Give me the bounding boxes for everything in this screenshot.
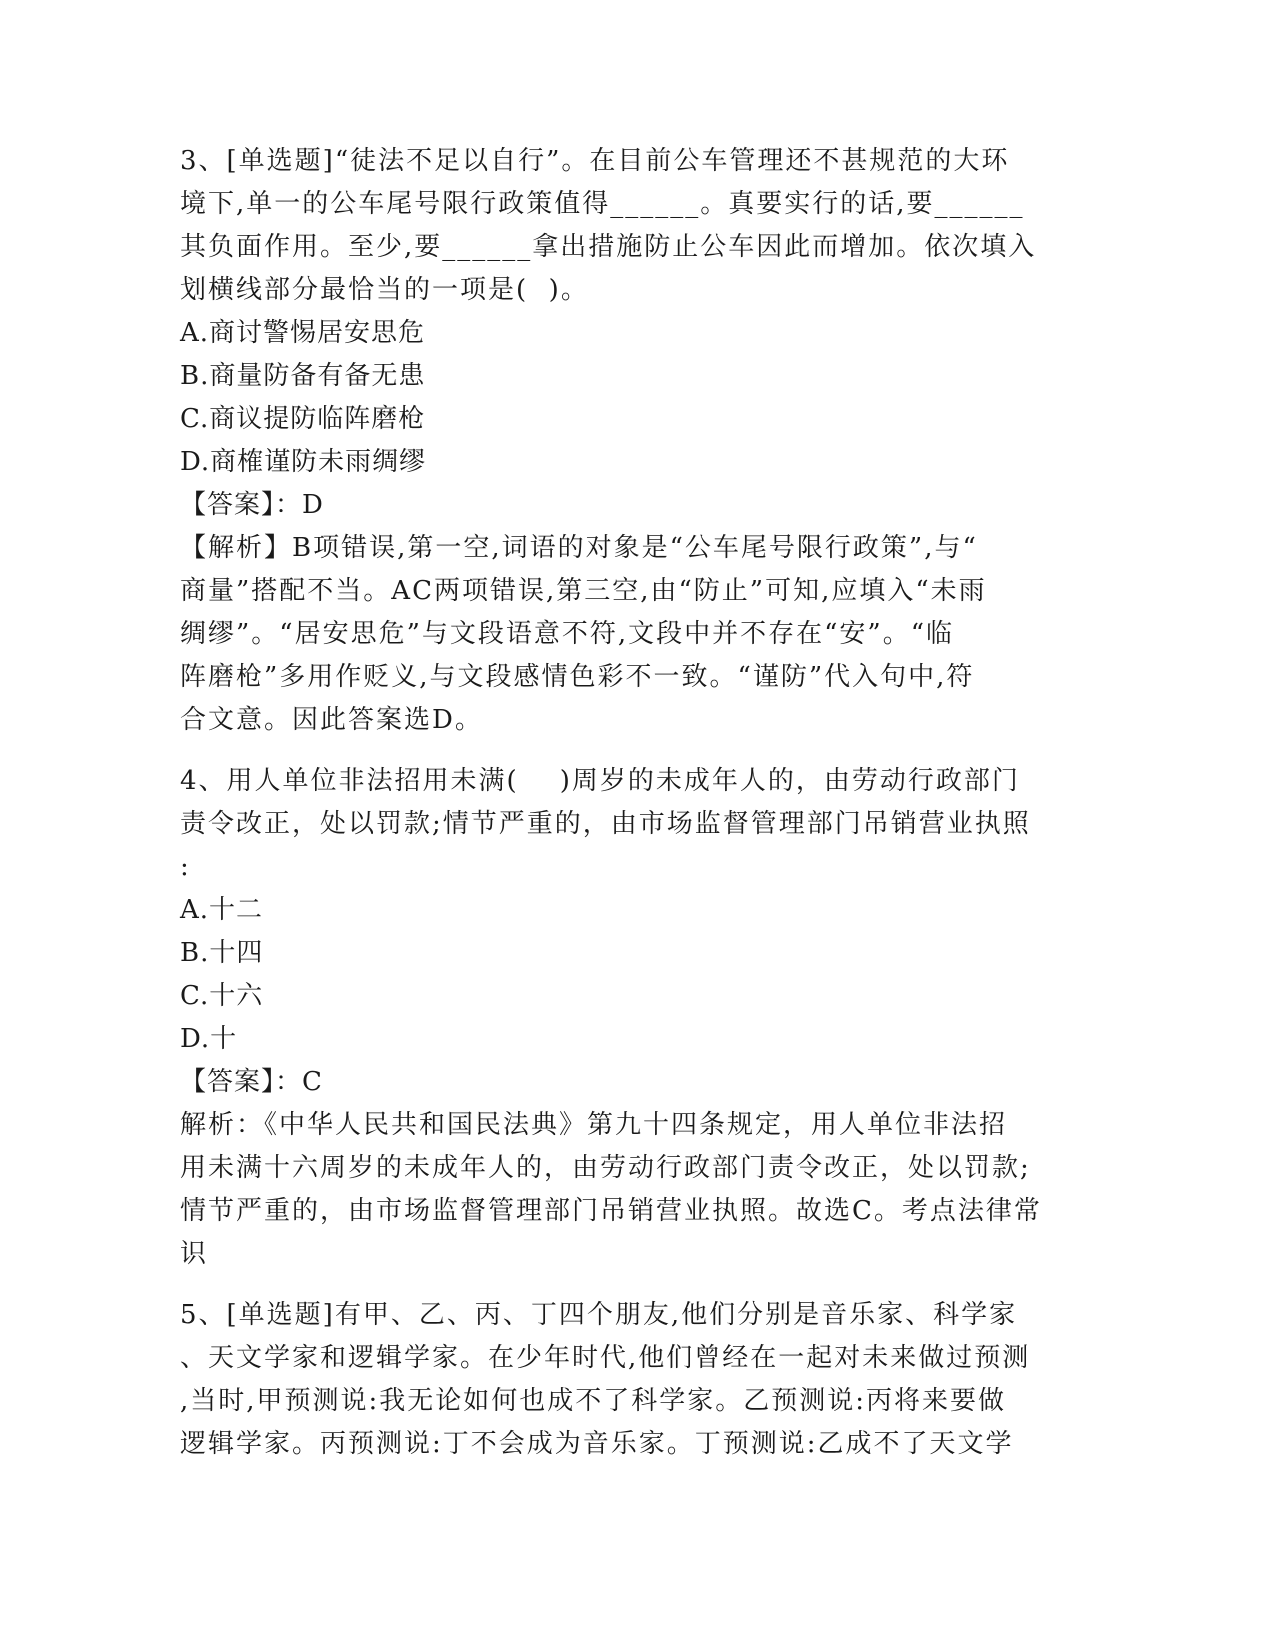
- question-stem-line: 3、[单选题]“徒法不足以自行”。在目前公车管理还不甚规范的大环: [180, 146, 1010, 176]
- answer-line: 【答案】：D: [180, 490, 324, 520]
- option-c: C.商议提防临阵磨枪: [180, 404, 426, 434]
- explanation-line: 解析：《中华人民共和国民法典》第九十四条规定，用人单位非法招: [180, 1110, 1008, 1140]
- explanation-line: 用未满十六周岁的未成年人的，由劳动行政部门责令改正，处以罚款;: [180, 1153, 1031, 1183]
- question-stem-line: ,当时,甲预测说:我无论如何也成不了科学家。乙预测说:丙将来要做: [180, 1386, 1007, 1416]
- option-a: A.十二: [180, 895, 264, 925]
- explanation-line: 绸缪”。“居安思危”与文段语意不符,文段中并不存在“安”。“临: [180, 619, 955, 649]
- explanation-line: 识: [180, 1239, 209, 1269]
- question-stem-line: 逻辑学家。丙预测说:丁不会成为音乐家。丁预测说:乙成不了天文学: [180, 1429, 1014, 1459]
- question-stem-line: :: [180, 852, 191, 882]
- question-stem-line: 划横线部分最恰当的一项是( )。: [180, 275, 589, 305]
- option-c: C.十六: [180, 981, 264, 1011]
- question-4: [180, 760, 1080, 1276]
- option-b: B.十四: [180, 938, 264, 968]
- explanation-line: 合文意。因此答案选D。: [180, 705, 483, 735]
- option-d: D.十: [180, 1024, 238, 1054]
- answer-line: 【答案】：C: [180, 1067, 323, 1097]
- explanation-line: 情节严重的，由市场监督管理部门吊销营业执照。故选C。考点法律常: [180, 1196, 1042, 1226]
- question-5: [180, 1294, 1080, 1466]
- question-stem-line: 其负面作用。至少,要______拿出措施防止公车因此而增加。依次填入: [180, 232, 1037, 262]
- explanation-line: 阵磨枪”多用作贬义,与文段感情色彩不一致。“谨防”代入句中,符: [180, 662, 975, 692]
- option-d: D.商榷谨防未雨绸缪: [180, 447, 427, 477]
- document-page: [180, 140, 1080, 1484]
- question-stem-line: 4、用人单位非法招用未满( )周岁的未成年人的，由劳动行政部门: [180, 766, 1020, 796]
- question-3: [180, 140, 1080, 742]
- question-stem-line: 境下,单一的公车尾号限行政策值得______。真要实行的话,要______: [180, 189, 1025, 219]
- question-stem-line: 责令改正，处以罚款;情节严重的，由市场监督管理部门吊销营业执照: [180, 809, 1031, 839]
- question-stem-line: 5、[单选题]有甲、乙、丙、丁四个朋友,他们分别是音乐家、科学家: [180, 1300, 1018, 1330]
- explanation-line: 商量”搭配不当。AC两项错误,第三空,由“防止”可知,应填入“未雨: [180, 576, 987, 606]
- question-stem-line: 、天文学家和逻辑学家。在少年时代,他们曾经在一起对未来做过预测: [180, 1343, 1031, 1373]
- option-b: B.商量防备有备无患: [180, 361, 426, 391]
- explanation-line: 【解析】B项错误,第一空,词语的对象是“公车尾号限行政策”,与“: [180, 533, 978, 563]
- option-a: A.商讨警惕居安思危: [180, 318, 426, 348]
